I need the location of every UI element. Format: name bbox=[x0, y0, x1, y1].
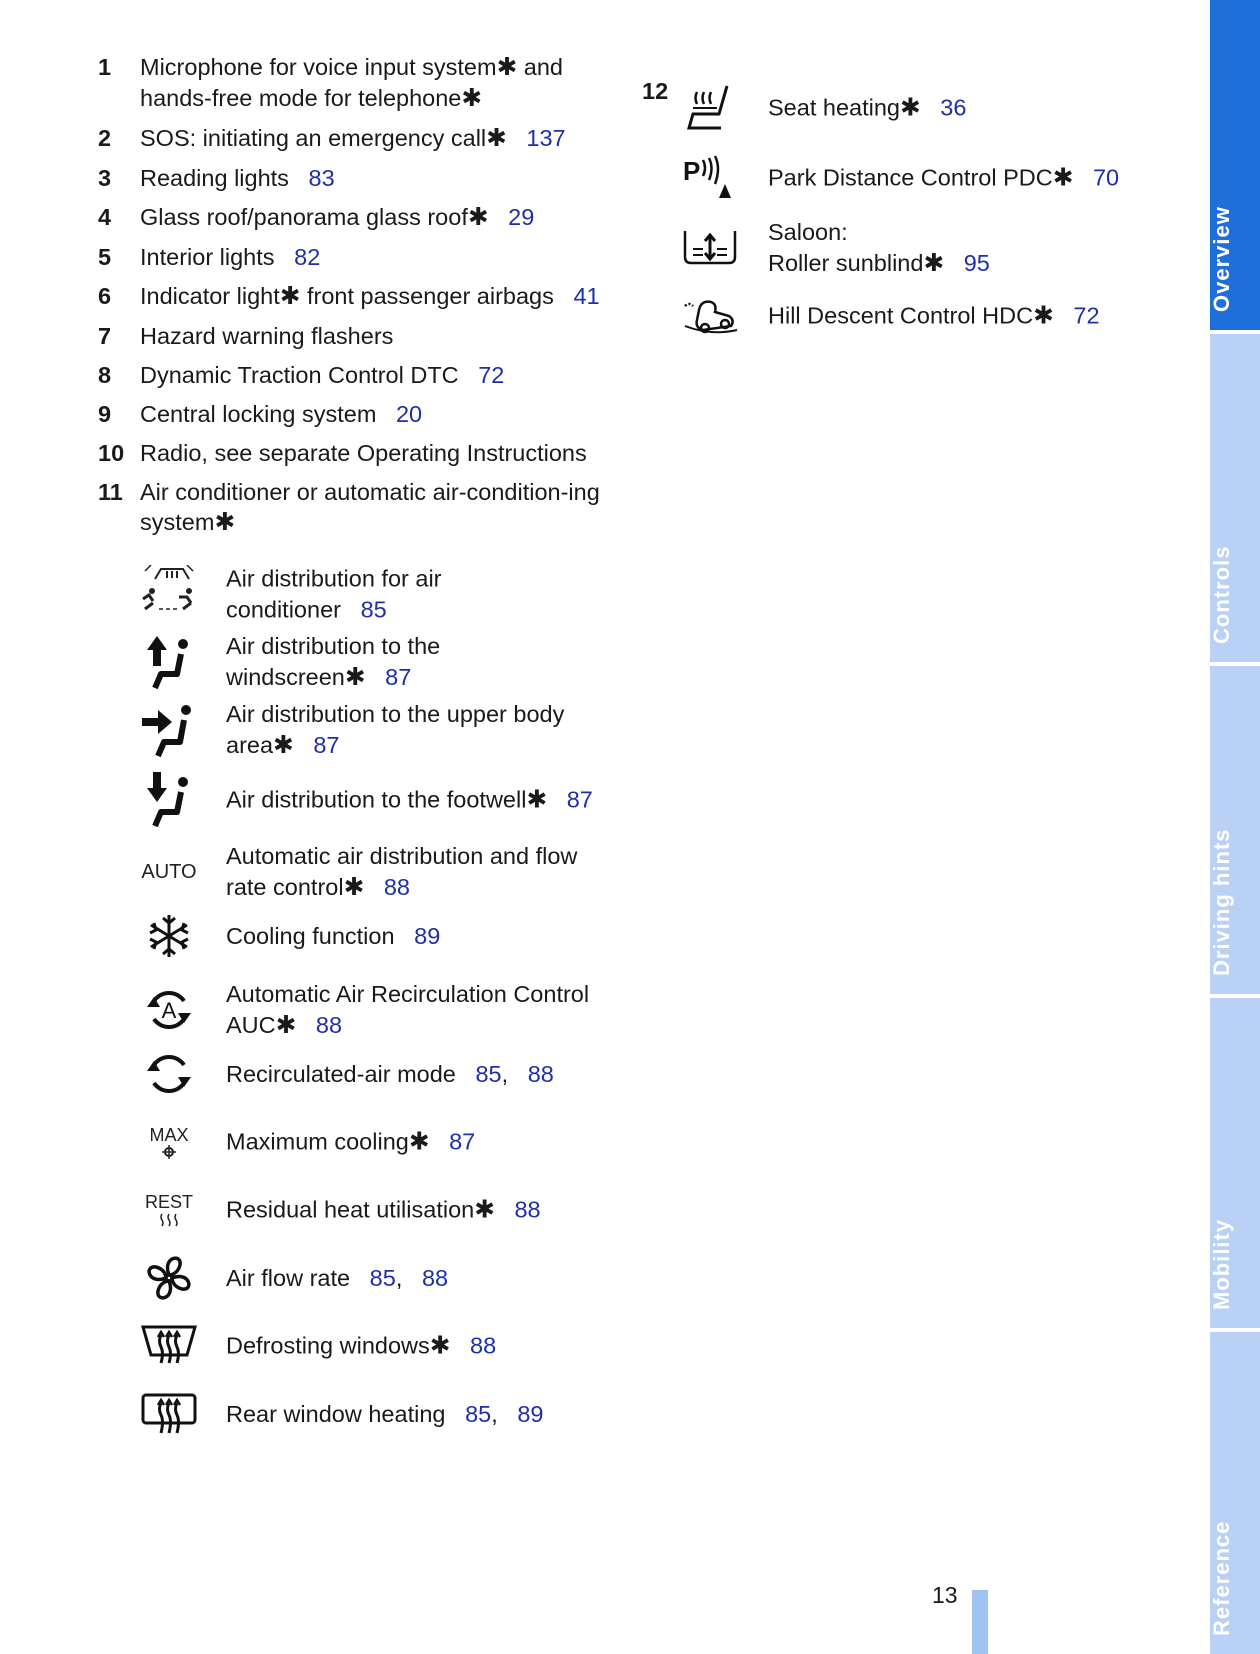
right-item-roller-sunblind: Saloon: Roller sunblind✱ 95 bbox=[680, 220, 1160, 276]
page-reference-link[interactable]: 88 bbox=[527, 1060, 554, 1087]
page-reference-link[interactable]: 82 bbox=[294, 244, 321, 270]
page-reference-link[interactable]: 89 bbox=[414, 922, 441, 949]
page-reference-link[interactable]: 87 bbox=[385, 663, 412, 690]
tab-overview[interactable]: Overview bbox=[1210, 0, 1260, 330]
page-reference-link[interactable]: 87 bbox=[449, 1128, 476, 1155]
auc-icon bbox=[138, 980, 200, 1040]
page-reference-link[interactable]: 137 bbox=[526, 125, 566, 151]
ac-item-auc: A Automatic Air Recirculation Control AUC✱ 88 bbox=[138, 978, 618, 1042]
tab-controls[interactable]: Controls bbox=[1210, 334, 1260, 662]
page-reference-link[interactable]: 72 bbox=[478, 362, 505, 388]
page-reference-link[interactable]: 83 bbox=[308, 165, 335, 191]
numbered-legend-list bbox=[98, 52, 618, 547]
defrost-icon bbox=[138, 1316, 200, 1376]
tab-reference[interactable]: Reference bbox=[1210, 1332, 1260, 1654]
list-item: 2 SOS: initiating an emergency call✱ 137 bbox=[98, 125, 566, 152]
right-item-seat-heating: Seat heating✱ 36 bbox=[680, 80, 1160, 136]
list-item: 4 Glass roof/panorama glass roof✱ 29 bbox=[98, 204, 535, 231]
tab-mobility[interactable]: Mobility bbox=[1210, 998, 1260, 1328]
max-cooling-icon: MAX bbox=[138, 1112, 200, 1172]
page-reference-link[interactable]: 95 bbox=[963, 249, 990, 276]
page-reference-link[interactable]: 88 bbox=[470, 1332, 497, 1359]
list-item: 1 Microphone for voice input system✱ and hands-free mode for telephone✱ bbox=[98, 54, 563, 112]
page-reference-link[interactable]: 29 bbox=[508, 204, 535, 230]
ac-item-defrost: Defrosting windows✱ 88 bbox=[138, 1314, 618, 1378]
fan-icon bbox=[138, 1248, 200, 1308]
page-reference-link[interactable]: 88 bbox=[421, 1264, 449, 1291]
svg-text:A: A bbox=[161, 998, 177, 1023]
list-item: 7 Hazard warning flashers bbox=[98, 323, 394, 349]
ac-item-footwell: Air distribution to the footwell✱ 87 bbox=[138, 768, 618, 832]
item-number: 1 bbox=[98, 54, 112, 80]
list-item: 9 Central locking system 20 bbox=[98, 401, 423, 427]
ac-item-rear-window: Rear window heating 85, 89 bbox=[138, 1382, 618, 1446]
ac-item-windscreen: Air distribution to the windscreen✱ 87 bbox=[138, 630, 618, 694]
ac-item-cooling: Cooling function 89 bbox=[138, 904, 618, 968]
page-reference-link[interactable]: 89 bbox=[517, 1400, 544, 1427]
right-item-pdc: P Park Distance Control PDC✱ 70 bbox=[680, 150, 1160, 206]
list-item: 6 Indicator light✱ front passenger airbags 41 bbox=[98, 283, 600, 310]
ac-item-air-distribution: Air distribution for air conditioner 85 bbox=[138, 562, 618, 626]
rear-window-heating-icon bbox=[138, 1384, 200, 1444]
page-reference-link[interactable]: 88 bbox=[514, 1196, 541, 1223]
ac-item-recirculation: Recirculated-air mode 85, 88 bbox=[138, 1042, 618, 1106]
page-reference-link[interactable]: 85 bbox=[360, 596, 387, 622]
ac-item-rest: REST Residual heat utilisation✱ 88 bbox=[138, 1178, 618, 1242]
pdc-icon bbox=[680, 152, 740, 204]
list-item: 5 Interior lights 82 bbox=[98, 244, 321, 270]
ac-item-upper-body: Air distribution to the upper body area✱ 87 bbox=[138, 698, 618, 762]
ac-item-max-cooling: MAX Maximum cooling✱ 87 bbox=[138, 1110, 618, 1174]
right-item-hdc: Hill Descent Control HDC✱ 72 bbox=[680, 288, 1160, 344]
page-reference-link[interactable]: 88 bbox=[383, 873, 410, 900]
snowflake-icon bbox=[138, 906, 200, 966]
list-item: 10 Radio, see separate Operating Instructions bbox=[98, 440, 587, 466]
upper-body-distribution-icon bbox=[138, 700, 200, 760]
page-reference-link[interactable]: 36 bbox=[940, 94, 967, 121]
ac-item-auto: AUTO Automatic air distribution and flow rate control✱ 88 bbox=[138, 840, 618, 904]
page-reference-link[interactable]: 85 bbox=[369, 1264, 396, 1291]
auto-icon: AUTO bbox=[141, 860, 197, 883]
page-number: 13 bbox=[932, 1582, 958, 1608]
page-reference-link[interactable]: 87 bbox=[313, 731, 340, 758]
windscreen-distribution-icon bbox=[138, 632, 200, 692]
page-reference-link[interactable]: 85 bbox=[475, 1060, 502, 1087]
rest-icon: REST bbox=[138, 1180, 200, 1240]
page-reference-link[interactable]: 85 bbox=[465, 1400, 492, 1427]
page-reference-link[interactable]: 87 bbox=[566, 786, 593, 813]
page-reference-link[interactable]: 70 bbox=[1092, 164, 1120, 191]
tab-driving-hints[interactable]: Driving hints bbox=[1210, 666, 1260, 994]
page-reference-link[interactable]: 72 bbox=[1073, 302, 1100, 329]
list-item: 3 Reading lights 83 bbox=[98, 165, 335, 191]
hdc-icon bbox=[680, 290, 740, 342]
page-reference-link[interactable]: 20 bbox=[395, 401, 423, 427]
list-item: 8 Dynamic Traction Control DTC 72 bbox=[98, 362, 505, 388]
svg-text:P: P bbox=[683, 156, 701, 186]
seat-heating-icon bbox=[680, 82, 740, 134]
page-marker-bar bbox=[972, 1590, 988, 1654]
page-reference-link[interactable]: 41 bbox=[573, 283, 600, 309]
roller-sunblind-icon bbox=[680, 222, 740, 274]
list-item: 11 Air conditioner or automatic air-condition-ing system✱ bbox=[98, 479, 600, 536]
ac-item-air-flow: Air flow rate 85, 88 bbox=[138, 1246, 618, 1310]
item-number: 12 bbox=[642, 78, 669, 104]
page-reference-link[interactable]: 88 bbox=[315, 1011, 343, 1038]
recirculation-icon bbox=[138, 1044, 200, 1104]
footwell-distribution-icon bbox=[138, 770, 200, 830]
air-distribution-icon bbox=[138, 564, 200, 624]
